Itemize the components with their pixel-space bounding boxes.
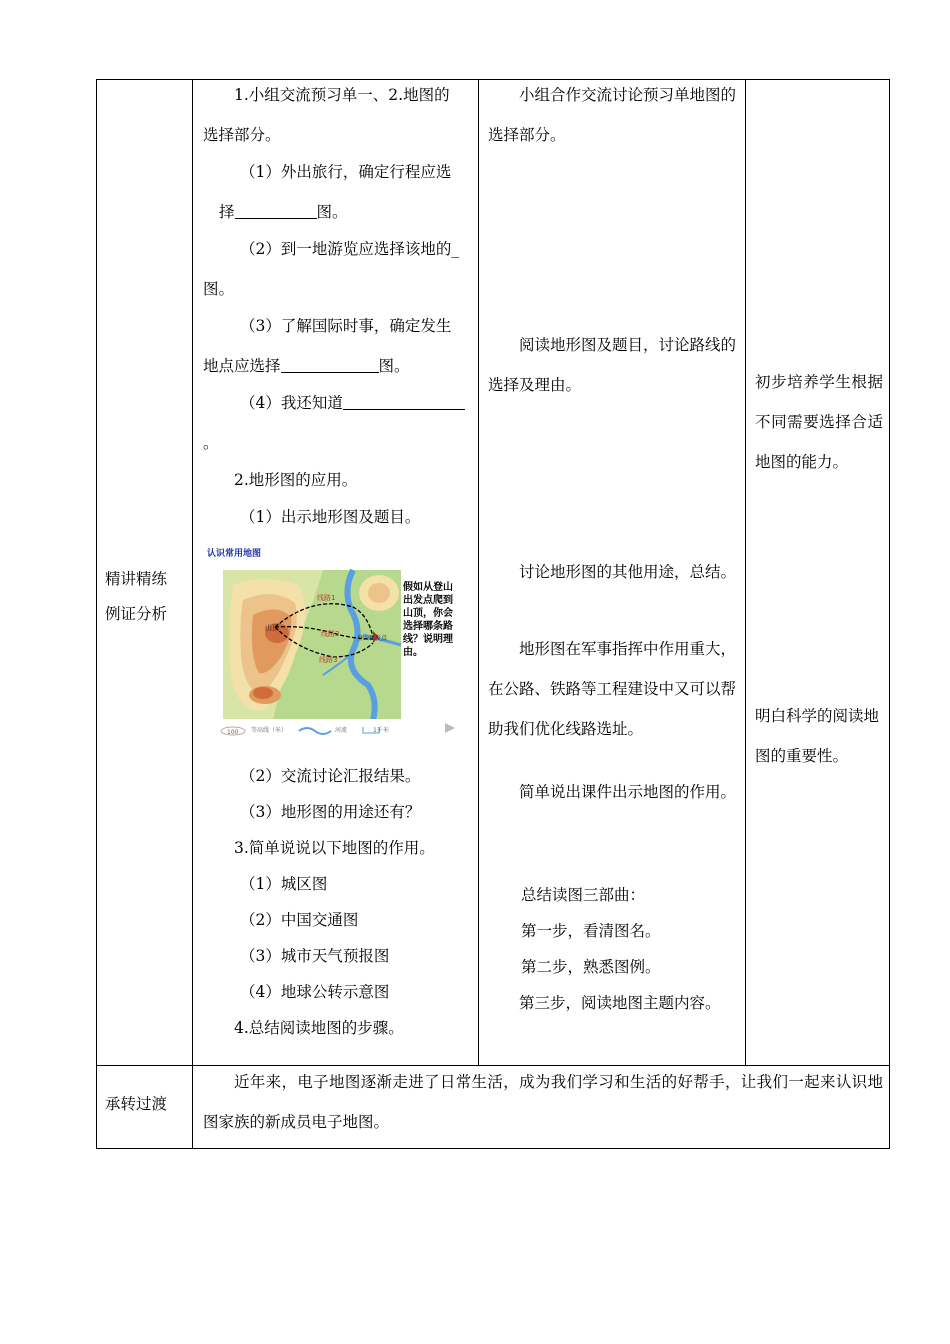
teacher-q3a: （3）了解国际时事，确定发生 [240,317,452,335]
map-question: 假如从登山出发点爬到山顶，你会选择哪条路线？说明理由。 [403,582,453,658]
topographic-map-slide [203,545,465,740]
legend-river: 河流 [335,727,348,734]
summit-label: 山顶 [265,624,279,632]
teacher-s3-2: （2）中国交通图 [240,911,359,929]
row-label-line1: 精讲精练 [105,570,168,588]
teacher-s3: 3.简单说说以下地图的作用。 [234,839,435,857]
student-p7: 第一步，看清图名。 [521,922,661,940]
teacher-s3-4: （4）地球公转示意图 [240,983,390,1001]
student-p8: 第二步，熟悉图例。 [521,958,661,976]
transition-text: 近年来，电子地图逐渐走进了日常生活，成为我们学习和生活的好帮手，让我们一起来认识地图家族的新成员电子地图。 [203,1073,883,1131]
teacher-q4b: 。 [203,434,219,452]
teacher-q2a: （2）到一地游览应选择该地的_ [240,240,460,258]
col-divider-3 [745,79,746,1065]
teacher-q1b: 择 图。 [219,203,348,221]
teacher-s2-3: （3）地形图的用途还有？ [240,803,421,821]
teacher-q2b: 图。 [203,280,235,298]
start-point-label: 登山出发点 [357,635,388,642]
teacher-s2-1: （1）出示地形图及题目。 [240,508,421,526]
teacher-q3b: 地点应选择 图。 [203,357,410,375]
table-bottom-border [96,1148,890,1149]
student-p4: 地形图在军事指挥中作用重大，在公路、铁路等工程建设中又可以帮助我们优化线路选址。 [488,640,737,738]
legend-scale: 1千米 [373,727,389,734]
student-p6: 总结读图三部曲： [521,886,646,904]
student-p2: 阅读地形图及题目，讨论路线的选择及理由。 [488,336,737,394]
teacher-s2-2: （2）交流讨论汇报结果。 [240,767,421,785]
transition-label: 承转过渡 [105,1095,168,1113]
intent-p2: 明白科学的阅读地图的重要性。 [755,707,880,765]
teacher-s3-1: （1）城区图 [240,875,328,893]
map-title: 认识常用地图 [207,549,262,559]
col-divider-1 [192,79,193,1149]
route2-label: 线路2 [321,630,340,638]
teacher-s4: 4.总结阅读地图的步骤。 [234,1019,404,1037]
route3-label: 线路3 [319,656,338,664]
col-divider-2 [478,79,479,1065]
student-p1: 小组合作交流讨论预习单地图的选择部分。 [488,86,737,144]
student-p3: 讨论地形图的其他用途，总结。 [519,563,737,581]
teacher-s2: 2.地形图的应用。 [234,471,358,489]
row-label-line2: 例证分析 [105,605,168,623]
teacher-s3-3: （3）城市天气预报图 [240,947,390,965]
student-p9: 第三步，阅读地图主题内容。 [519,994,721,1012]
student-p5: 简单说出课件出示地图的作用。 [519,783,737,801]
teacher-q4a: （4）我还知道 [240,393,465,413]
teacher-l1a: 1.小组交流预习单一、2.地图的 [234,86,450,104]
teacher-q1a: （1）外出旅行，确定行程应选 [240,163,452,181]
route1-label: 线路1 [317,594,336,602]
table-right-border [889,79,890,1149]
legend-value: 100 [227,729,239,736]
intent-p1: 初步培养学生根据不同需要选择合适地图的能力。 [755,373,883,471]
teacher-l1b: 选择部分。 [203,126,281,144]
legend-contour: 等高线（米） [251,727,288,734]
